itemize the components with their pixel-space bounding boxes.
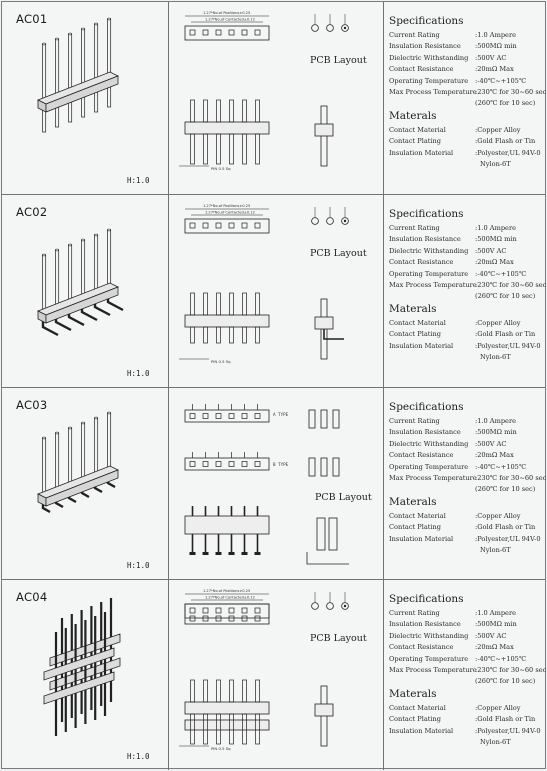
- spec-value: :-40℃~+105℃: [475, 462, 527, 471]
- pcb-hole: [327, 603, 334, 610]
- spec-value: :500MΩ min: [475, 428, 517, 437]
- spec-key: Contact Resistance: [389, 258, 454, 267]
- scale-label: H:1.0: [127, 752, 150, 761]
- process-temp-extra: (260℃ for 10 sec): [475, 292, 536, 301]
- connector-illustration: [2, 2, 167, 195]
- specifications-heading: Specifications: [389, 208, 464, 220]
- specifications-heading: Specifications: [389, 401, 464, 413]
- pin-note: PIN 0.5 Sq: [211, 746, 231, 751]
- product-row-ac04: [2, 580, 545, 770]
- pin: [95, 24, 98, 82]
- connector-illustration: [2, 388, 167, 580]
- spec-value: :500MΩ min: [475, 235, 517, 244]
- dimension-drawing: [169, 388, 383, 580]
- insulation-extra: Nylon-6T: [480, 160, 511, 169]
- spec-key: Current Rating: [389, 417, 440, 425]
- spec-key: Max Process Temperature: [389, 88, 477, 96]
- material-key: Contact Plating: [389, 330, 441, 339]
- spec-key: Contact Resistance: [389, 643, 454, 652]
- contacted-note: 1.27*No.of Contacted±0.12: [205, 595, 255, 600]
- connector-iso-drawing: [38, 412, 118, 512]
- materials-heading: Materals: [389, 303, 437, 315]
- material-key: Insulation Material: [389, 534, 454, 543]
- insulation-extra: Nylon-6T: [480, 353, 511, 362]
- side-view-housing: [185, 315, 269, 327]
- product-code: AC01: [16, 12, 48, 26]
- material-value: :Polyester,UL 94V-0: [475, 726, 541, 735]
- specifications-cell: [384, 195, 545, 387]
- spec-value: :500V AC: [475, 439, 507, 448]
- pin: [82, 240, 85, 298]
- spec-key: Insulation Resistance: [389, 428, 461, 437]
- spec-key: Current Rating: [389, 224, 440, 232]
- technical-drawing: [179, 207, 348, 359]
- pin-note: PIN 0.5 Sq: [211, 359, 231, 364]
- spec-key: Dielectric Withstanding: [389, 439, 469, 448]
- spec-value: :500V AC: [475, 53, 507, 62]
- spec-key: Operating Temperature: [389, 462, 469, 471]
- material-key: Insulation Material: [389, 148, 454, 157]
- connector-iso-drawing: [38, 229, 123, 335]
- spec-value: :230℃ for 30~60 sec: [475, 666, 547, 674]
- pcb-hole: [327, 218, 334, 225]
- spec-key: Contact Resistance: [389, 451, 454, 460]
- product-code: AC02: [16, 205, 48, 219]
- pin: [82, 29, 85, 87]
- pin: [108, 230, 111, 288]
- contacted-note: 1.27*No.of Contacted±0.12: [205, 17, 255, 22]
- pin: [56, 39, 59, 97]
- side-view-housing: [185, 702, 269, 714]
- scale-label: H:1.0: [127, 176, 150, 185]
- spec-key: Current Rating: [389, 31, 440, 39]
- product-image-cell: [2, 195, 169, 387]
- pin: [56, 250, 59, 308]
- material-value: :Gold Flash or Tin: [475, 330, 536, 339]
- pin: [69, 245, 72, 303]
- spec-value: :1.0 Ampere: [475, 31, 516, 39]
- technical-drawing: [179, 592, 348, 746]
- spec-key: Insulation Resistance: [389, 235, 461, 244]
- spec-value: :20mΩ Max: [475, 65, 514, 74]
- pin: [69, 34, 72, 92]
- spec-value: :20mΩ Max: [475, 451, 514, 460]
- specifications-heading: Specifications: [389, 593, 464, 605]
- material-value: :Gold Flash or Tin: [475, 137, 536, 146]
- pin: [108, 413, 111, 471]
- contacted-note: 1.27*No.of Contacted±0.12: [205, 210, 255, 215]
- material-value: :Copper Alloy: [475, 319, 521, 327]
- process-temp-extra: (260℃ for 10 sec): [475, 677, 536, 686]
- catalog-page: [1, 1, 546, 769]
- material-value: :Gold Flash or Tin: [475, 523, 536, 532]
- spec-value: :230℃ for 30~60 sec: [475, 281, 547, 289]
- spec-key: Dielectric Withstanding: [389, 631, 469, 640]
- material-value: :Copper Alloy: [475, 126, 521, 134]
- connector-iso-drawing: [38, 18, 118, 132]
- spec-key: Operating Temperature: [389, 76, 469, 85]
- material-value: :Gold Flash or Tin: [475, 715, 536, 724]
- scale-label: H:1.0: [127, 561, 150, 570]
- specifications-cell: [384, 388, 545, 579]
- technical-drawing: [185, 404, 349, 564]
- connector-iso-drawing: [44, 598, 120, 736]
- dimension-drawing: [169, 580, 383, 770]
- spec-value: :230℃ for 30~60 sec: [475, 474, 547, 482]
- a-type-label: A TYPE: [273, 412, 289, 417]
- product-row-ac03: [2, 388, 545, 580]
- material-key: Contact Material: [389, 319, 446, 327]
- pcb-layout-label: PCB Layout: [310, 633, 367, 644]
- pin: [43, 44, 46, 102]
- specifications-cell: [384, 2, 545, 194]
- spec-key: Max Process Temperature: [389, 666, 477, 674]
- spec-value: :1.0 Ampere: [475, 224, 516, 232]
- top-view-housing: [185, 26, 269, 40]
- pcb-hole: [312, 218, 319, 225]
- pin: [108, 19, 111, 77]
- pin-note: PIN 0.5 Sq: [211, 166, 231, 171]
- insulation-extra: Nylon-6T: [480, 546, 511, 555]
- material-value: :Copper Alloy: [475, 704, 521, 712]
- top-view-housing: [185, 219, 269, 233]
- dimension-drawing: [169, 195, 383, 388]
- dimension-drawing: [169, 2, 383, 195]
- materials-heading: Materals: [389, 496, 437, 508]
- positions-note: 1.27*No.of Positions±0.25: [203, 589, 251, 593]
- material-value: :Copper Alloy: [475, 512, 521, 520]
- spec-value: :500V AC: [475, 246, 507, 255]
- material-key: Contact Material: [389, 126, 446, 134]
- drawing-cell: [169, 580, 384, 770]
- a-type-top-view: [185, 410, 269, 422]
- technical-drawing: [179, 14, 348, 166]
- pin: [69, 428, 72, 486]
- scale-label: H:1.0: [127, 369, 150, 378]
- pcb-hole: [327, 25, 334, 32]
- pin: [43, 255, 46, 313]
- spec-value: :1.0 Ampere: [475, 609, 516, 617]
- specifications-cell: [384, 580, 545, 770]
- product-code: AC04: [16, 590, 48, 604]
- product-image-cell: [2, 580, 169, 770]
- pcb-layout-label: PCB Layout: [310, 55, 367, 66]
- materials-heading: Materals: [389, 110, 437, 122]
- pin: [95, 235, 98, 293]
- positions-note: 1.27*No.of Positions±0.25: [203, 204, 251, 208]
- material-key: Contact Material: [389, 704, 446, 712]
- spec-value: :20mΩ Max: [475, 643, 514, 652]
- connector-illustration: [2, 195, 167, 388]
- pin: [95, 418, 98, 476]
- pin: [56, 433, 59, 491]
- spec-value: :500V AC: [475, 631, 507, 640]
- spec-key: Insulation Resistance: [389, 42, 461, 51]
- material-key: Insulation Material: [389, 341, 454, 350]
- product-row-ac01: [2, 2, 545, 195]
- product-code: AC03: [16, 398, 48, 412]
- spec-value: :230℃ for 30~60 sec: [475, 88, 547, 96]
- pcb-layout-label: PCB Layout: [315, 492, 372, 503]
- spec-value: :20mΩ Max: [475, 258, 514, 267]
- product-row-ac02: [2, 195, 545, 388]
- process-temp-extra: (260℃ for 10 sec): [475, 485, 536, 494]
- spec-key: Dielectric Withstanding: [389, 53, 469, 62]
- b-type-top-view: [185, 458, 269, 470]
- spec-key: Max Process Temperature: [389, 281, 477, 289]
- spec-value: :500MΩ min: [475, 42, 517, 51]
- b-type-label: B TYPE: [273, 462, 289, 467]
- material-value: :Polyester,UL 94V-0: [475, 341, 541, 350]
- spec-key: Operating Temperature: [389, 269, 469, 278]
- drawing-cell: [169, 2, 384, 194]
- spec-key: Contact Resistance: [389, 65, 454, 74]
- material-key: Insulation Material: [389, 726, 454, 735]
- pcb-hole: [312, 603, 319, 610]
- side-view-housing: [185, 516, 269, 534]
- side-view-housing: [185, 122, 269, 134]
- drawing-cell: [169, 388, 384, 579]
- material-key: Contact Material: [389, 512, 446, 520]
- pin: [82, 423, 85, 481]
- spec-key: Max Process Temperature: [389, 474, 477, 482]
- spec-key: Current Rating: [389, 609, 440, 617]
- pcb-layout-label: PCB Layout: [310, 248, 367, 259]
- material-key: Contact Plating: [389, 715, 441, 724]
- material-value: :Polyester,UL 94V-0: [475, 534, 541, 543]
- materials-heading: Materals: [389, 688, 437, 700]
- spec-value: :500MΩ min: [475, 620, 517, 629]
- spec-value: :-40℃~+105℃: [475, 654, 527, 663]
- spec-key: Operating Temperature: [389, 654, 469, 663]
- process-temp-extra: (260℃ for 10 sec): [475, 99, 536, 108]
- pin: [43, 438, 46, 496]
- material-value: :Polyester,UL 94V-0: [475, 148, 541, 157]
- material-key: Contact Plating: [389, 523, 441, 532]
- insulation-extra: Nylon-6T: [480, 738, 511, 747]
- spec-value: :1.0 Ampere: [475, 417, 516, 425]
- pcb-hole: [312, 25, 319, 32]
- connector-illustration: [2, 580, 167, 770]
- drawing-cell: [169, 195, 384, 387]
- material-key: Contact Plating: [389, 137, 441, 146]
- positions-note: 1.27*No.of Positions±0.25: [203, 11, 251, 15]
- product-image-cell: [2, 2, 169, 194]
- spec-value: :-40℃~+105℃: [475, 76, 527, 85]
- spec-key: Insulation Resistance: [389, 620, 461, 629]
- spec-key: Dielectric Withstanding: [389, 246, 469, 255]
- specifications-heading: Specifications: [389, 15, 464, 27]
- spec-value: :-40℃~+105℃: [475, 269, 527, 278]
- product-image-cell: [2, 388, 169, 579]
